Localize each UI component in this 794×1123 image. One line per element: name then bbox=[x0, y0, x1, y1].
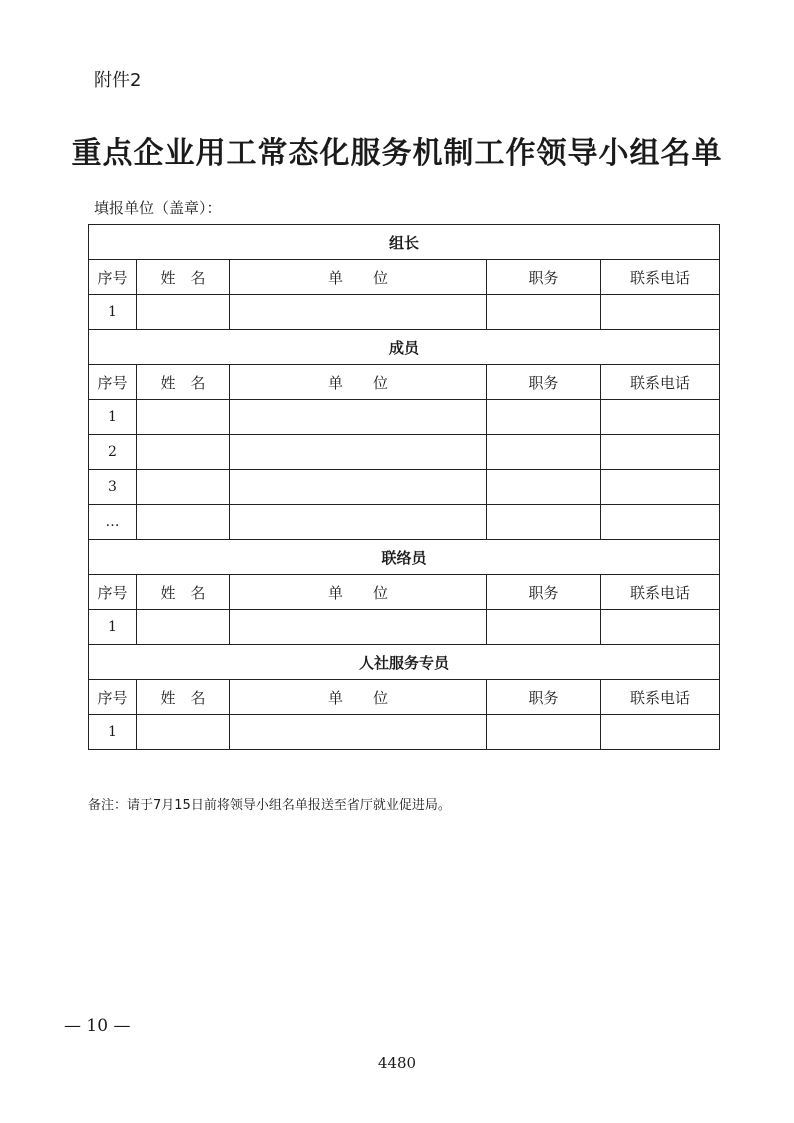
column-header-row bbox=[89, 575, 720, 610]
col-position-cell bbox=[487, 610, 601, 645]
section-header-row bbox=[89, 540, 720, 575]
column-header-row bbox=[89, 680, 720, 715]
table-row bbox=[89, 295, 720, 330]
col-name-cell bbox=[137, 400, 230, 435]
col-phone-cell bbox=[601, 470, 720, 505]
col-index-header: 序号 bbox=[89, 575, 137, 610]
col-position-cell bbox=[487, 505, 601, 540]
col-name-header: 姓 名 bbox=[137, 365, 230, 400]
col-phone-header: 联系电话 bbox=[601, 680, 720, 715]
col-unit-cell bbox=[230, 505, 487, 540]
unit-label: 填报单位（盖章）： bbox=[94, 199, 222, 217]
col-name-cell bbox=[137, 470, 230, 505]
row-index: 1 bbox=[89, 610, 137, 645]
col-index-header: 序号 bbox=[89, 680, 137, 715]
col-unit-cell bbox=[230, 435, 487, 470]
col-unit-header: 单 位 bbox=[230, 575, 487, 610]
col-phone-header: 联系电话 bbox=[601, 260, 720, 295]
col-phone-header: 联系电话 bbox=[601, 365, 720, 400]
col-unit-header: 单 位 bbox=[230, 680, 487, 715]
col-phone-cell bbox=[601, 400, 720, 435]
section-title: 成员 bbox=[89, 330, 720, 365]
col-name-cell bbox=[137, 295, 230, 330]
section-header-row bbox=[89, 225, 720, 260]
col-position-cell bbox=[487, 400, 601, 435]
col-position-cell bbox=[487, 470, 601, 505]
col-unit-cell bbox=[230, 610, 487, 645]
section-header-row bbox=[89, 645, 720, 680]
col-position-cell bbox=[487, 295, 601, 330]
row-index: 2 bbox=[89, 435, 137, 470]
table-row bbox=[89, 505, 720, 540]
col-name-cell bbox=[137, 505, 230, 540]
document-number: 4480 bbox=[377, 1054, 417, 1072]
col-position-header: 职务 bbox=[487, 365, 601, 400]
row-index: 1 bbox=[89, 400, 137, 435]
section-title: 联络员 bbox=[89, 540, 720, 575]
row-index: 3 bbox=[89, 470, 137, 505]
col-phone-cell bbox=[601, 505, 720, 540]
col-position-cell bbox=[487, 435, 601, 470]
table-row bbox=[89, 400, 720, 435]
col-position-header: 职务 bbox=[487, 680, 601, 715]
roster-table bbox=[88, 224, 720, 750]
page-title: 重点企业用工常态化服务机制工作领导小组名单 bbox=[71, 136, 723, 171]
table-row bbox=[89, 610, 720, 645]
column-header-row bbox=[89, 365, 720, 400]
col-unit-cell bbox=[230, 470, 487, 505]
section-header-row bbox=[89, 330, 720, 365]
col-name-header: 姓 名 bbox=[137, 575, 230, 610]
table-row bbox=[89, 470, 720, 505]
section-title: 人社服务专员 bbox=[89, 645, 720, 680]
table-row bbox=[89, 435, 720, 470]
col-name-header: 姓 名 bbox=[137, 260, 230, 295]
col-phone-cell bbox=[601, 295, 720, 330]
col-phone-cell bbox=[601, 715, 720, 750]
row-index: 1 bbox=[89, 295, 137, 330]
section-title: 组长 bbox=[89, 225, 720, 260]
attachment-label: 附件2 bbox=[94, 70, 142, 91]
table-row bbox=[89, 715, 720, 750]
row-index: 1 bbox=[89, 715, 137, 750]
col-phone-cell bbox=[601, 435, 720, 470]
col-phone-header: 联系电话 bbox=[601, 575, 720, 610]
col-unit-header: 单 位 bbox=[230, 260, 487, 295]
row-index: … bbox=[89, 505, 137, 540]
column-header-row bbox=[89, 260, 720, 295]
col-name-header: 姓 名 bbox=[137, 680, 230, 715]
col-unit-cell bbox=[230, 715, 487, 750]
col-name-cell bbox=[137, 435, 230, 470]
remark-note: 备注：请于7月15日前将领导小组名单报送至省厅就业促进局。 bbox=[88, 798, 451, 813]
col-position-header: 职务 bbox=[487, 575, 601, 610]
col-phone-cell bbox=[601, 610, 720, 645]
col-position-cell bbox=[487, 715, 601, 750]
col-unit-header: 单 位 bbox=[230, 365, 487, 400]
col-unit-cell bbox=[230, 400, 487, 435]
col-unit-cell bbox=[230, 295, 487, 330]
page-number: — 10 — bbox=[64, 1016, 131, 1036]
col-name-cell bbox=[137, 610, 230, 645]
col-index-header: 序号 bbox=[89, 260, 137, 295]
col-index-header: 序号 bbox=[89, 365, 137, 400]
col-name-cell bbox=[137, 715, 230, 750]
col-position-header: 职务 bbox=[487, 260, 601, 295]
